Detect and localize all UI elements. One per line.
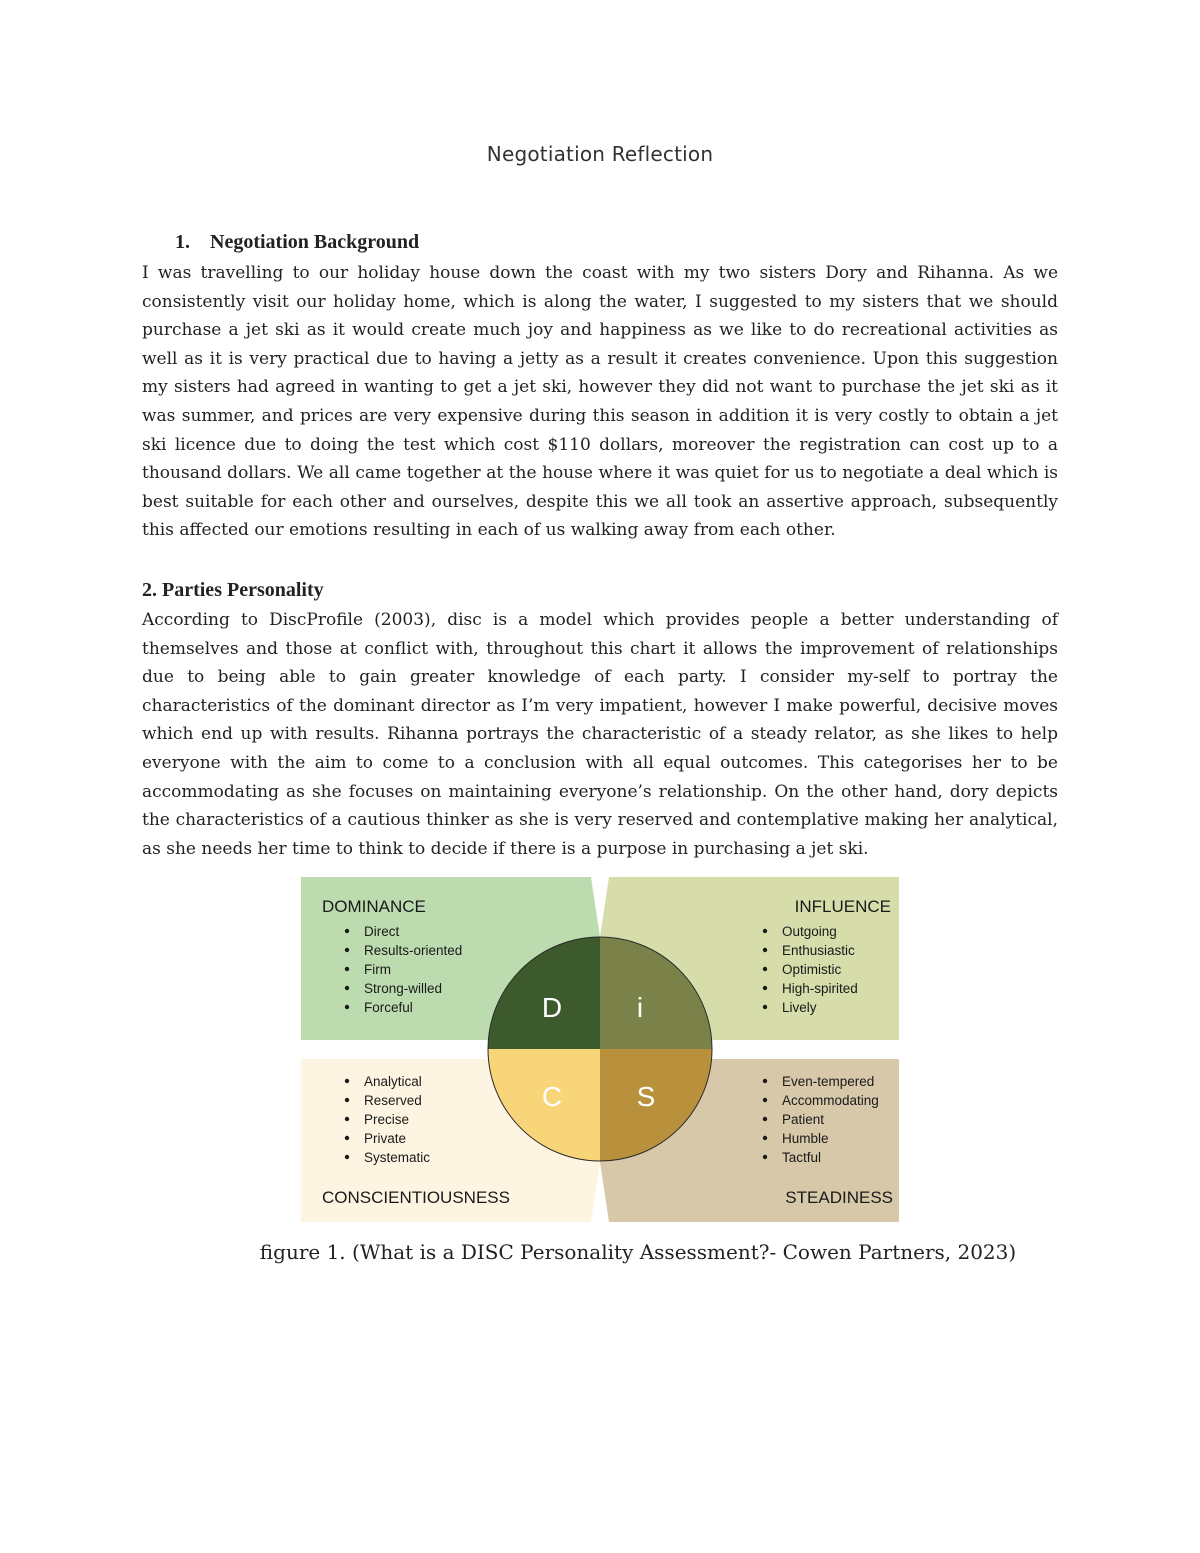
bullet-icon xyxy=(345,1117,349,1121)
bullet-icon xyxy=(763,1155,767,1159)
bullet-icon xyxy=(345,1079,349,1083)
trait-item: Systematic xyxy=(364,1150,431,1165)
trait-item: Outgoing xyxy=(782,924,837,939)
steadiness-letter: S xyxy=(636,1081,656,1112)
section-body-personality: According to DiscProfile (2003), disc is a model which provides people a better understanding of themselves and those at conflict with, throughout this chart it allows the improvement of relationships due to being able to gain greater knowledge of each party. I consider my-self to portray the characteristics of the dominant director as I’m very impatient, however I make powerful, decisive moves which end up with results. Rihanna portrays the characteristic of a steady relator, as she likes to help everyone with the aim to come to a conclusion with all equal outcomes. This categorises her to be accommodating as she focuses on maintaining everyone’s relationship. On the other hand, dory depicts the characteristics of a cautious thinker as she is very reserved and contemplative making her analytical, as she needs her time to think to decide if there is a purpose in purchasing a jet ski. xyxy=(142,610,1058,859)
disc-figure xyxy=(301,877,899,1222)
trait-item: Even-tempered xyxy=(782,1074,875,1089)
trait-item: Analytical xyxy=(364,1074,422,1089)
trait-item: Reserved xyxy=(364,1093,422,1108)
bullet-icon xyxy=(763,929,767,933)
trait-item: Firm xyxy=(364,962,391,977)
bullet-icon xyxy=(763,967,767,971)
bullet-icon xyxy=(345,1136,349,1140)
trait-item: Results-oriented xyxy=(364,943,463,958)
trait-item: Humble xyxy=(782,1131,829,1146)
steadiness-title: STEADINESS xyxy=(785,1188,893,1207)
bullet-icon xyxy=(345,1005,349,1009)
bullet-icon xyxy=(345,967,349,971)
trait-item: Patient xyxy=(782,1112,825,1127)
influence-letter: i xyxy=(636,992,644,1023)
bullet-icon xyxy=(345,986,349,990)
bullet-icon xyxy=(763,1079,767,1083)
section-heading-text: Negotiation Background xyxy=(210,231,420,253)
bullet-icon xyxy=(345,1098,349,1102)
trait-item: Direct xyxy=(364,924,400,939)
bullet-icon xyxy=(763,1136,767,1140)
trait-item: Tactful xyxy=(782,1150,822,1165)
trait-item: High-spirited xyxy=(782,981,858,996)
section-heading-background xyxy=(175,231,419,254)
trait-item: Forceful xyxy=(364,1000,413,1015)
trait-item: Lively xyxy=(782,1000,817,1015)
trait-item: Optimistic xyxy=(782,962,842,977)
section-heading-personality: 2. Parties Personality xyxy=(142,579,324,601)
dominance-letter: D xyxy=(541,992,563,1023)
trait-item: Strong-willed xyxy=(364,981,443,996)
section-number: 1. xyxy=(175,231,190,253)
bullet-icon xyxy=(763,1117,767,1121)
document-title: Negotiation Reflection xyxy=(486,142,714,166)
figure-caption: figure 1. (What is a DISC Personality Assessment?- Cowen Partners, 2023) xyxy=(259,1240,1017,1264)
disc-diagram xyxy=(301,877,899,1222)
bullet-icon xyxy=(763,1098,767,1102)
conscientiousness-title: CONSCIENTIOUSNESS xyxy=(322,1188,510,1207)
trait-item: Enthusiastic xyxy=(782,943,855,958)
influence-title: INFLUENCE xyxy=(794,897,891,916)
trait-item: Accommodating xyxy=(782,1093,879,1108)
bullet-icon xyxy=(345,929,349,933)
bullet-icon xyxy=(345,948,349,952)
bullet-icon xyxy=(763,1005,767,1009)
bullet-icon xyxy=(345,1155,349,1159)
trait-item: Precise xyxy=(364,1112,410,1127)
trait-item: Private xyxy=(364,1131,407,1146)
dominance-title: DOMINANCE xyxy=(322,897,426,916)
bullet-icon xyxy=(763,948,767,952)
section-body-background: I was travelling to our holiday house down the coast with my two sisters Dory and Rihanna. As we consistently visit our holiday home, which is along the water, I suggested to my sisters that we should purchase a jet ski as it would create much joy and happiness as we like to do recreational activities as well as it is very practical due to having a jetty as a result it creates convenience. Upon this suggestion my sisters had agreed in wanting to get a jet ski, however they did not want to purchase the jet ski as it was summer, and prices are very expensive during this season in addition it is very costly to obtain a jet ski licence due to doing the test which cost $110 dollars, moreover the registration can cost up to a thousand dollars. We all came together at the house where it was quiet for us to negotiate a deal which is best suitable for each other and ourselves, despite this we all took an assertive approach, subsequently this affected our emotions resulting in each of us walking away from each other. xyxy=(142,263,1058,541)
conscientiousness-letter: C xyxy=(541,1081,563,1112)
bullet-icon xyxy=(763,986,767,990)
